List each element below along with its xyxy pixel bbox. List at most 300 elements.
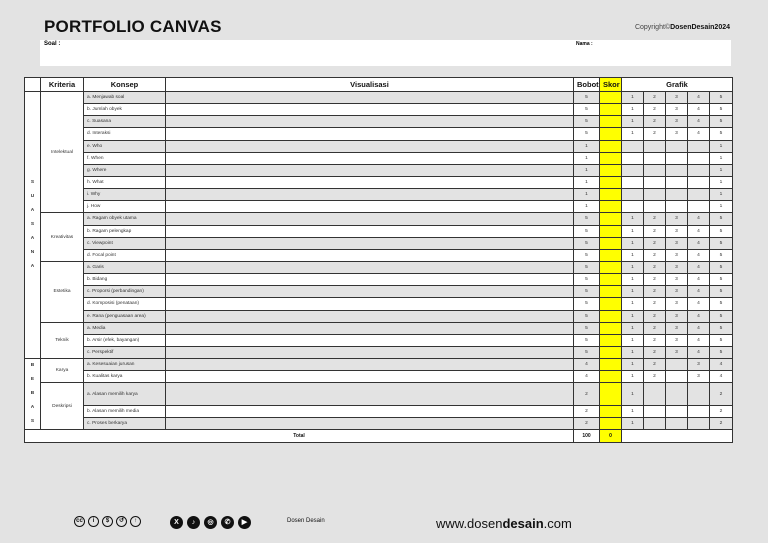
grafik-cell[interactable]: 2 (644, 92, 666, 104)
grafik-cell[interactable] (622, 140, 644, 152)
grafik-cell[interactable]: 4 (688, 346, 710, 358)
bobot-cell: 5 (574, 298, 600, 310)
visualisasi-cell[interactable] (166, 417, 574, 429)
visualisasi-cell[interactable] (166, 152, 574, 164)
grafik-cell[interactable]: 1 (622, 249, 644, 261)
grafik-cell[interactable] (644, 405, 666, 417)
grafik-cell[interactable] (666, 359, 688, 371)
grafik-cell[interactable]: 1 (622, 104, 644, 116)
bobot-cell: 1 (574, 176, 600, 188)
grafik-cell[interactable] (644, 201, 666, 213)
grafik-cell[interactable]: 1 (622, 213, 644, 225)
grafik-cell[interactable] (688, 176, 710, 188)
visualisasi-cell[interactable] (166, 274, 574, 286)
grafik-cell[interactable] (622, 164, 644, 176)
grafik-cell[interactable] (622, 176, 644, 188)
grafik-cell[interactable]: 5 (710, 92, 733, 104)
visualisasi-cell[interactable] (166, 201, 574, 213)
konsep-cell: b. Ragam pelengkap (84, 225, 166, 237)
grafik-cell[interactable] (688, 405, 710, 417)
bobot-cell: 5 (574, 286, 600, 298)
konsep-cell: b. Alasan memilih media (84, 405, 166, 417)
grafik-cell[interactable]: 3 (666, 322, 688, 334)
grafik-cell[interactable] (688, 189, 710, 201)
grafik-cell[interactable]: 5 (710, 249, 733, 261)
section-letter: U (30, 194, 35, 200)
soal-label: Soal : (44, 41, 61, 47)
grafik-cell[interactable]: 4 (710, 359, 733, 371)
grafik-cell[interactable]: 5 (710, 322, 733, 334)
konsep-cell: d. Komposisi (penataan) (84, 298, 166, 310)
kriteria-cell: Kreativitas (41, 213, 84, 262)
grafik-cell[interactable]: 1 (710, 164, 733, 176)
grafik-cell[interactable]: 5 (710, 310, 733, 322)
konsep-cell: e. Who (84, 140, 166, 152)
visualisasi-cell[interactable] (166, 116, 574, 128)
grafik-cell[interactable] (666, 371, 688, 383)
table-header-row (25, 78, 733, 92)
konsep-cell: a. Media (84, 322, 166, 334)
grafik-cell[interactable] (644, 164, 666, 176)
grafik-cell[interactable]: 4 (688, 225, 710, 237)
table-row (25, 104, 733, 116)
konsep-cell: b. Arsir (efek, bayangan) (84, 334, 166, 346)
table-row (25, 274, 733, 286)
table-row (25, 237, 733, 249)
section-letter: B (30, 391, 35, 397)
grafik-cell[interactable]: 2 (644, 237, 666, 249)
visualisasi-cell[interactable] (166, 322, 574, 334)
grafik-cell[interactable]: 3 (666, 310, 688, 322)
grafik-cell[interactable]: 4 (688, 249, 710, 261)
table-row (25, 322, 733, 334)
grafik-cell[interactable]: 2 (644, 213, 666, 225)
table-row (25, 140, 733, 152)
bobot-cell: 1 (574, 140, 600, 152)
konsep-cell: b. Bidang (84, 274, 166, 286)
grafik-cell[interactable] (644, 140, 666, 152)
visualisasi-cell[interactable] (166, 405, 574, 417)
copyright-text: Copyright©DosenDesain2024 (634, 24, 730, 31)
visualisasi-cell[interactable] (166, 92, 574, 104)
visualisasi-cell[interactable] (166, 225, 574, 237)
grafik-cell[interactable]: 1 (710, 176, 733, 188)
grafik-cell[interactable]: 5 (710, 334, 733, 346)
kriteria-cell: Deskripsi (41, 383, 84, 430)
grafik-cell[interactable]: 2 (710, 383, 733, 405)
grafik-cell[interactable]: 5 (710, 237, 733, 249)
table-row (25, 249, 733, 261)
skor-cell[interactable] (600, 176, 622, 188)
kriteria-cell: Karya (41, 359, 84, 383)
grafik-cell[interactable] (622, 152, 644, 164)
assessment-table (24, 77, 733, 443)
skor-cell[interactable] (600, 249, 622, 261)
table-row (25, 213, 733, 225)
grafik-cell[interactable] (688, 164, 710, 176)
grafik-cell[interactable]: 3 (666, 213, 688, 225)
table-row (25, 298, 733, 310)
table-row (25, 383, 733, 405)
skor-cell[interactable] (600, 104, 622, 116)
skor-cell[interactable] (600, 225, 622, 237)
grafik-cell[interactable]: 5 (710, 128, 733, 140)
visualisasi-cell[interactable] (166, 104, 574, 116)
skor-cell[interactable] (600, 274, 622, 286)
tiktok-icon[interactable]: ♪ (187, 516, 200, 529)
grafik-cell[interactable]: 4 (688, 298, 710, 310)
skor-cell[interactable] (600, 371, 622, 383)
section-label (25, 92, 41, 359)
bobot-cell: 2 (574, 405, 600, 417)
grafik-cell[interactable]: 4 (710, 371, 733, 383)
skor-cell[interactable] (600, 334, 622, 346)
grafik-cell[interactable] (666, 152, 688, 164)
grafik-cell[interactable]: 2 (644, 225, 666, 237)
section-letter: A (30, 405, 35, 411)
section-letter: N (30, 250, 35, 256)
total-grafik-blank (622, 430, 733, 443)
visualisasi-cell[interactable] (166, 249, 574, 261)
grafik-cell[interactable]: 4 (688, 261, 710, 273)
grafik-cell[interactable]: 2 (644, 249, 666, 261)
skor-cell[interactable] (600, 201, 622, 213)
grafik-cell[interactable]: 2 (644, 116, 666, 128)
grafik-cell[interactable]: 5 (710, 261, 733, 273)
konsep-cell: c. Perspektif (84, 346, 166, 358)
grafik-cell[interactable]: 4 (688, 334, 710, 346)
konsep-cell: e. Rana (penguasaan area) (84, 310, 166, 322)
grafik-cell[interactable]: 3 (666, 334, 688, 346)
skor-cell[interactable] (600, 116, 622, 128)
skor-cell[interactable] (600, 152, 622, 164)
skor-cell[interactable] (600, 286, 622, 298)
grafik-cell[interactable]: 3 (666, 274, 688, 286)
grafik-cell[interactable]: 1 (710, 140, 733, 152)
grafik-cell[interactable]: 5 (710, 104, 733, 116)
corner-cell (25, 78, 41, 92)
col-kriteria: Kriteria (41, 78, 84, 92)
konsep-cell: c. Proporsi (perbandingan) (84, 286, 166, 298)
table-row (25, 176, 733, 188)
grafik-cell[interactable] (644, 189, 666, 201)
grafik-cell[interactable]: 5 (710, 213, 733, 225)
table-row (25, 164, 733, 176)
grafik-cell[interactable]: 1 (622, 310, 644, 322)
grafik-cell[interactable]: 1 (622, 417, 644, 429)
table-row (25, 261, 733, 273)
grafik-cell[interactable]: 1 (622, 322, 644, 334)
cc-icon: cc (74, 516, 85, 527)
grafik-cell[interactable]: 2 (644, 104, 666, 116)
kriteria-cell: Teknik (41, 322, 84, 358)
grafik-cell[interactable]: 2 (644, 359, 666, 371)
visualisasi-cell[interactable] (166, 213, 574, 225)
section-letter: A (30, 236, 35, 242)
bobot-cell: 1 (574, 152, 600, 164)
visualisasi-cell[interactable] (166, 261, 574, 273)
grafik-cell[interactable]: 5 (710, 225, 733, 237)
total-label: Total (25, 430, 574, 443)
table-row (25, 310, 733, 322)
grafik-cell[interactable] (666, 140, 688, 152)
brand-name: Dosen Desain (287, 518, 325, 524)
bobot-cell: 5 (574, 213, 600, 225)
grafik-cell[interactable]: 4 (688, 128, 710, 140)
grafik-cell[interactable] (666, 405, 688, 417)
bobot-cell: 1 (574, 189, 600, 201)
total-skor: 0 (600, 430, 622, 443)
col-bobot: Bobot (574, 78, 600, 92)
grafik-cell[interactable] (666, 164, 688, 176)
konsep-cell: a. Menjawab soal (84, 92, 166, 104)
grafik-cell[interactable]: 1 (622, 359, 644, 371)
skor-cell[interactable] (600, 92, 622, 104)
header-input-area[interactable] (40, 40, 731, 66)
grafik-cell[interactable]: 1 (622, 405, 644, 417)
grafik-cell[interactable]: 1 (622, 286, 644, 298)
table-row (25, 189, 733, 201)
bobot-cell: 5 (574, 116, 600, 128)
table-row (25, 225, 733, 237)
konsep-cell: c. Viewpoint (84, 237, 166, 249)
skor-cell[interactable] (600, 237, 622, 249)
skor-cell[interactable] (600, 140, 622, 152)
grafik-cell[interactable]: 3 (666, 249, 688, 261)
bobot-cell: 4 (574, 359, 600, 371)
grafik-cell[interactable]: 1 (622, 261, 644, 273)
grafik-cell[interactable]: 1 (710, 152, 733, 164)
grafik-cell[interactable]: 3 (666, 298, 688, 310)
bobot-cell: 5 (574, 225, 600, 237)
skor-cell[interactable] (600, 164, 622, 176)
table-row (25, 417, 733, 429)
bobot-cell: 5 (574, 128, 600, 140)
grafik-cell[interactable] (666, 201, 688, 213)
visualisasi-cell[interactable] (166, 128, 574, 140)
nama-label: Nama : (576, 41, 593, 47)
grafik-cell[interactable]: 5 (710, 298, 733, 310)
total-bobot: 100 (574, 430, 600, 443)
konsep-cell: b. Kualitas karya (84, 371, 166, 383)
konsep-cell: i. Why (84, 189, 166, 201)
grafik-cell[interactable]: 3 (666, 128, 688, 140)
grafik-cell[interactable]: 1 (622, 383, 644, 405)
grafik-cell[interactable] (688, 383, 710, 405)
table-row (25, 359, 733, 371)
skor-cell[interactable] (600, 213, 622, 225)
grafik-cell[interactable]: 4 (688, 237, 710, 249)
bobot-cell: 2 (574, 383, 600, 405)
grafik-cell[interactable]: 1 (622, 92, 644, 104)
grafik-cell[interactable] (644, 152, 666, 164)
konsep-cell: a. Kesesuaian jurusan (84, 359, 166, 371)
skor-cell[interactable] (600, 128, 622, 140)
visualisasi-cell[interactable] (166, 189, 574, 201)
visualisasi-cell[interactable] (166, 237, 574, 249)
grafik-cell[interactable]: 3 (688, 371, 710, 383)
bobot-cell: 1 (574, 164, 600, 176)
page-title: PORTFOLIO CANVAS (44, 17, 222, 36)
grafik-cell[interactable]: 2 (644, 298, 666, 310)
grafik-cell[interactable]: 3 (666, 225, 688, 237)
table-row (25, 116, 733, 128)
section-letter: S (30, 419, 35, 425)
konsep-cell: j. How (84, 201, 166, 213)
grafik-cell[interactable]: 1 (622, 298, 644, 310)
whatsapp-icon[interactable]: ✆ (221, 516, 234, 529)
grafik-cell[interactable]: 2 (644, 346, 666, 358)
grafik-cell[interactable]: 3 (666, 237, 688, 249)
grafik-cell[interactable] (688, 152, 710, 164)
table-row (25, 201, 733, 213)
konsep-cell: c. Suasana (84, 116, 166, 128)
bobot-cell: 5 (574, 249, 600, 261)
grafik-cell[interactable]: 4 (688, 286, 710, 298)
table-row (25, 371, 733, 383)
youtube-icon[interactable]: ▶ (238, 516, 251, 529)
table-row (25, 152, 733, 164)
konsep-cell: a. Ragam obyek utama (84, 213, 166, 225)
visualisasi-cell[interactable] (166, 310, 574, 322)
grafik-cell[interactable]: 2 (644, 322, 666, 334)
konsep-cell: a. Garis (84, 261, 166, 273)
grafik-cell[interactable] (688, 201, 710, 213)
kriteria-cell: Intelektual (41, 92, 84, 213)
grafik-cell[interactable]: 2 (644, 274, 666, 286)
grafik-cell[interactable]: 4 (688, 274, 710, 286)
konsep-cell: f. When (84, 152, 166, 164)
skor-cell[interactable] (600, 405, 622, 417)
grafik-cell[interactable] (688, 140, 710, 152)
grafik-cell[interactable]: 3 (666, 346, 688, 358)
col-konsep: Konsep (84, 78, 166, 92)
grafik-cell[interactable]: 5 (710, 286, 733, 298)
grafik-cell[interactable] (644, 417, 666, 429)
bobot-cell: 5 (574, 322, 600, 334)
footer (0, 512, 768, 536)
grafik-cell[interactable]: 3 (666, 116, 688, 128)
grafik-cell[interactable] (622, 201, 644, 213)
bobot-cell: 5 (574, 261, 600, 273)
grafik-cell[interactable]: 1 (622, 334, 644, 346)
license-icons (74, 516, 141, 527)
grafik-cell[interactable]: 4 (688, 104, 710, 116)
bobot-cell: 5 (574, 334, 600, 346)
bobot-cell: 2 (574, 417, 600, 429)
skor-cell[interactable] (600, 298, 622, 310)
sa-icon: ↺ (116, 516, 127, 527)
section-letter: B (30, 363, 35, 369)
grafik-cell[interactable]: 5 (710, 274, 733, 286)
grafik-cell[interactable]: 4 (688, 213, 710, 225)
grafik-cell[interactable]: 1 (622, 346, 644, 358)
skor-cell[interactable] (600, 322, 622, 334)
grafik-cell[interactable]: 3 (688, 359, 710, 371)
grafik-cell[interactable] (644, 383, 666, 405)
grafik-cell[interactable]: 2 (644, 334, 666, 346)
visualisasi-cell[interactable] (166, 176, 574, 188)
grafik-cell[interactable]: 2 (644, 310, 666, 322)
grafik-cell[interactable]: 4 (688, 322, 710, 334)
konsep-cell: c. Proses berkarya (84, 417, 166, 429)
grafik-cell[interactable]: 4 (688, 92, 710, 104)
visualisasi-cell[interactable] (166, 286, 574, 298)
table-row (25, 405, 733, 417)
grafik-cell[interactable] (666, 189, 688, 201)
grafik-cell[interactable]: 1 (710, 201, 733, 213)
website-link[interactable]: www.dosendesain.com (436, 516, 572, 531)
bobot-cell: 5 (574, 346, 600, 358)
grafik-cell[interactable]: 1 (622, 116, 644, 128)
visualisasi-cell[interactable] (166, 164, 574, 176)
grafik-cell[interactable] (622, 189, 644, 201)
skor-cell[interactable] (600, 417, 622, 429)
share-icon: ↑ (130, 516, 141, 527)
visualisasi-cell[interactable] (166, 359, 574, 371)
grafik-cell[interactable]: 5 (710, 346, 733, 358)
grafik-cell[interactable]: 5 (710, 116, 733, 128)
grafik-cell[interactable]: 1 (622, 225, 644, 237)
grafik-cell[interactable]: 2 (644, 128, 666, 140)
grafik-cell[interactable]: 2 (644, 371, 666, 383)
grafik-cell[interactable]: 2 (644, 286, 666, 298)
bobot-cell: 1 (574, 201, 600, 213)
grafik-cell[interactable]: 4 (688, 116, 710, 128)
skor-cell[interactable] (600, 261, 622, 273)
grafik-cell[interactable]: 1 (622, 371, 644, 383)
grafik-cell[interactable]: 1 (622, 128, 644, 140)
x-icon[interactable]: X (170, 516, 183, 529)
grafik-cell[interactable]: 1 (622, 237, 644, 249)
visualisasi-cell[interactable] (166, 346, 574, 358)
grafik-cell[interactable]: 3 (666, 286, 688, 298)
visualisasi-cell[interactable] (166, 334, 574, 346)
skor-cell[interactable] (600, 189, 622, 201)
grafik-cell[interactable]: 4 (688, 310, 710, 322)
section-letter: S (30, 222, 35, 228)
grafik-cell[interactable]: 3 (666, 261, 688, 273)
visualisasi-cell[interactable] (166, 298, 574, 310)
bobot-cell: 5 (574, 237, 600, 249)
grafik-cell[interactable]: 2 (644, 261, 666, 273)
bobot-cell: 5 (574, 104, 600, 116)
grafik-cell[interactable]: 3 (666, 92, 688, 104)
skor-cell[interactable] (600, 359, 622, 371)
skor-cell[interactable] (600, 310, 622, 322)
visualisasi-cell[interactable] (166, 383, 574, 405)
grafik-cell[interactable]: 3 (666, 104, 688, 116)
visualisasi-cell[interactable] (166, 371, 574, 383)
grafik-cell[interactable] (666, 176, 688, 188)
grafik-cell[interactable] (688, 417, 710, 429)
grafik-cell[interactable]: 1 (710, 189, 733, 201)
grafik-cell[interactable] (666, 383, 688, 405)
table-row (25, 128, 733, 140)
table-row (25, 334, 733, 346)
instagram-icon[interactable]: ◎ (204, 516, 217, 529)
grafik-cell[interactable]: 2 (710, 405, 733, 417)
visualisasi-cell[interactable] (166, 140, 574, 152)
grafik-cell[interactable]: 1 (622, 274, 644, 286)
grafik-cell[interactable] (666, 417, 688, 429)
skor-cell[interactable] (600, 383, 622, 405)
skor-cell[interactable] (600, 346, 622, 358)
konsep-cell: b. Jumlah obyek (84, 104, 166, 116)
grafik-cell[interactable]: 2 (710, 417, 733, 429)
grafik-cell[interactable] (644, 176, 666, 188)
kriteria-cell: Estetika (41, 261, 84, 322)
